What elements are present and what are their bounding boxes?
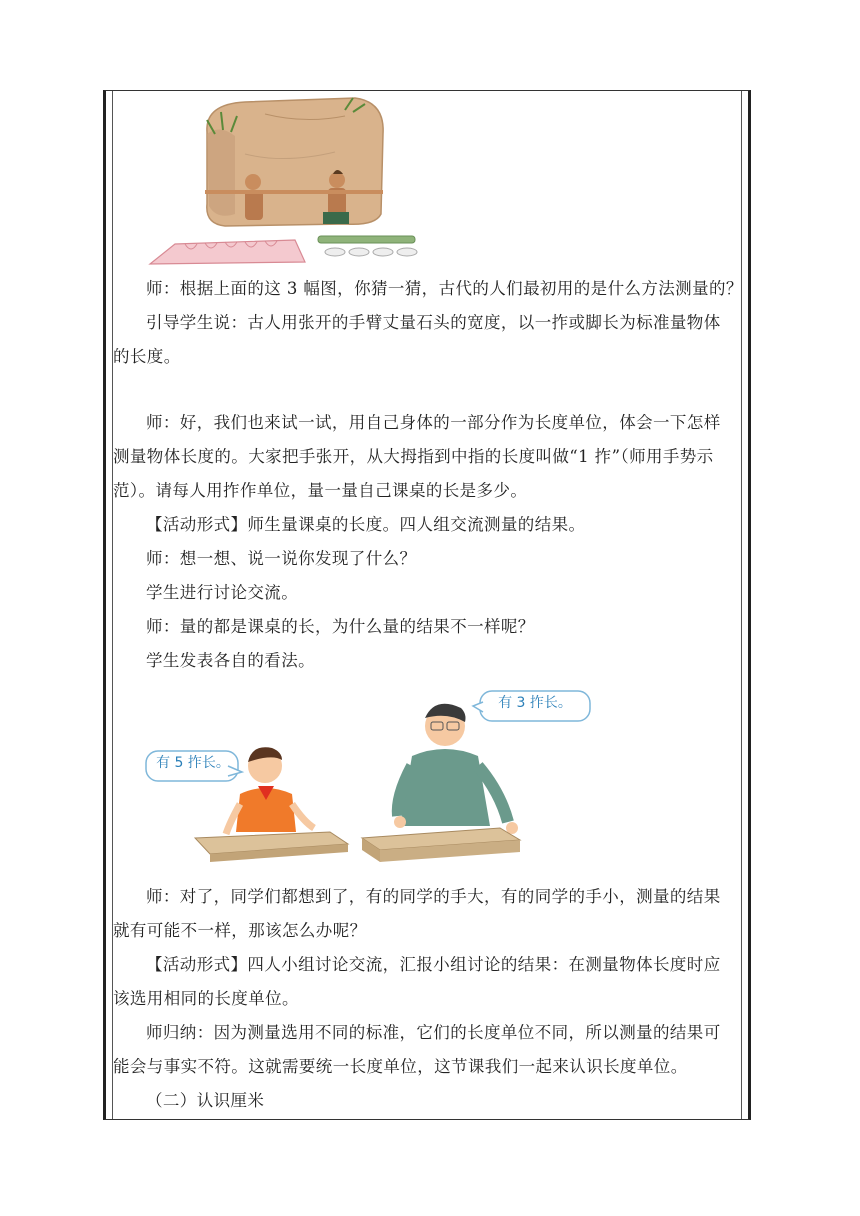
paragraph-conclusion-line2: 就有可能不一样，那该怎么办呢？ [113, 921, 367, 940]
paragraph-guide-line2: 的长度。 [113, 347, 181, 366]
paragraph-discuss: 学生进行讨论交流。 [146, 583, 299, 602]
paragraph-activity-2-line2: 该选用相同的长度单位。 [113, 989, 299, 1008]
ancient-measuring-illustration [145, 94, 445, 269]
teacher-speech-text: 有 3 拃长。 [498, 695, 572, 711]
paragraph-think: 师：想一想、说一说你发现了什么？ [146, 549, 417, 568]
paragraph-summary-line2: 能会与事实不符。这就需要统一长度单位，这节课我们一起来认识长度单位。 [113, 1057, 688, 1076]
paragraph-summary-line1: 师归纳：因为测量选用不同的标准，它们的长度单位不同，所以测量的结果可 [146, 1023, 721, 1042]
paragraph-why: 师：量的都是课桌的长，为什么量的结果不一样呢？ [146, 617, 535, 636]
desk-measuring-illustration [140, 686, 600, 876]
paragraph-try-line2: 测量物体长度的。大家把手张开，从大拇指到中指的长度叫做“1 拃”（师用手势示 [113, 447, 714, 466]
section-heading-centimeter: （二）认识厘米 [146, 1091, 265, 1110]
paragraph-teacher-question: 师：根据上面的这 3 幅图，你猜一猜，古代的人们最初用的是什么方法测量的？ [146, 279, 743, 298]
paragraph-activity-1: 【活动形式】师生量课桌的长度。四人组交流测量的结果。 [146, 515, 586, 534]
paragraph-try-line3: 范）。请每人用拃作单位，量一量自己课桌的长是多少。 [113, 481, 528, 500]
paragraph-opinions: 学生发表各自的看法。 [146, 651, 315, 670]
paragraph-try-line1: 师：好，我们也来试一试，用自己身体的一部分作为长度单位，体会一下怎样 [146, 413, 721, 432]
paragraph-guide-line1: 引导学生说：古人用张开的手臂丈量石头的宽度，以一拃或脚长为标准量物体 [146, 313, 721, 332]
paragraph-conclusion-line1: 师：对了，同学们都想到了，有的同学的手大，有的同学的手小，测量的结果 [146, 887, 721, 906]
child-speech-text: 有 5 拃长。 [156, 755, 230, 771]
paragraph-activity-2-line1: 【活动形式】四人小组讨论交流，汇报小组讨论的结果：在测量物体长度时应 [146, 955, 721, 974]
